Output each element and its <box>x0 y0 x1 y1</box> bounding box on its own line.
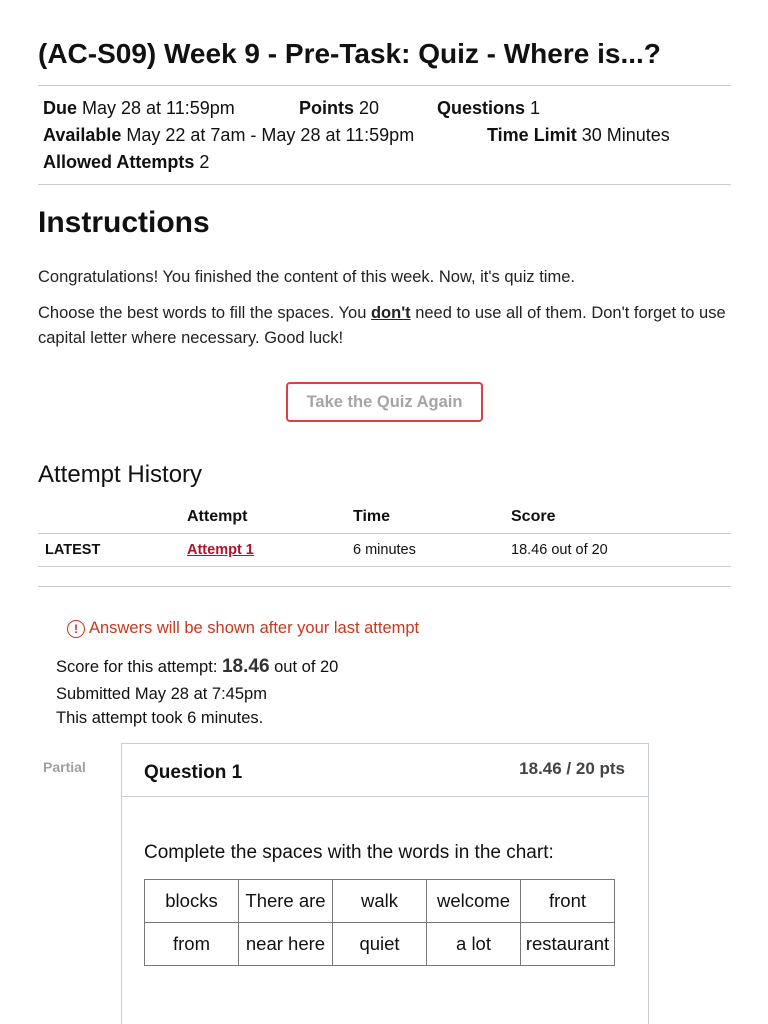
questions-meta <box>437 98 540 119</box>
notice-text: Answers will be shown after your last attempt <box>89 619 420 637</box>
table-header-row <box>38 501 731 533</box>
divider <box>38 184 731 185</box>
column-header-score: Score <box>511 501 731 533</box>
take-quiz-again-button[interactable]: Take the Quiz Again <box>286 382 483 422</box>
attempt-score <box>56 656 338 678</box>
emphasis-text: don't <box>370 304 411 322</box>
time-limit-value: 30 Minutes <box>581 125 670 145</box>
due-meta <box>43 98 235 119</box>
attempt-1-link[interactable]: Attempt 1 <box>187 541 254 558</box>
word-cell: near here <box>239 923 333 966</box>
table-row <box>38 533 731 566</box>
divider <box>38 586 731 587</box>
question-title: Question 1 <box>144 762 243 783</box>
due-label: Due <box>43 98 78 118</box>
word-row <box>145 923 615 966</box>
time-limit-meta <box>487 125 670 146</box>
word-cell: walk <box>333 880 427 923</box>
attempt-history-heading: Attempt History <box>38 461 203 488</box>
score-prefix: Score for this attempt: <box>56 658 222 676</box>
divider <box>38 85 731 86</box>
instructions-text: Choose the best words to fill the spaces. You <box>38 304 371 322</box>
instructions-line-1: Congratulations! You finished the content of this week. Now, it's quiz time. <box>38 268 575 286</box>
question-prompt: Complete the spaces with the words in the chart: <box>144 842 554 863</box>
question-header <box>122 744 648 797</box>
questions-label: Questions <box>437 98 526 118</box>
time-limit-label: Time Limit <box>487 125 577 145</box>
score-value: 18.46 <box>221 656 270 677</box>
word-cell: blocks <box>145 880 239 923</box>
attempt-cell <box>187 533 353 566</box>
word-chart <box>144 879 615 966</box>
word-row <box>145 880 615 923</box>
available-label: Available <box>43 125 122 145</box>
word-cell: from <box>145 923 239 966</box>
partial-badge: Partial <box>43 759 86 775</box>
word-cell: There are <box>239 880 333 923</box>
instructions-line-2 <box>38 301 738 351</box>
question-points: 18.46 / 20 pts <box>519 759 625 778</box>
latest-label: LATEST <box>38 533 187 566</box>
warning-circle-icon: ! <box>67 620 85 638</box>
instructions-text: need to use all of them. Don't forget to use capital letter where necessary. Good luck! <box>38 304 726 347</box>
available-meta <box>43 125 414 146</box>
questions-value: 1 <box>530 98 541 118</box>
attempts-value: 2 <box>199 152 210 172</box>
word-cell: front <box>521 880 615 923</box>
question-card <box>121 743 649 1024</box>
score-cell: 18.46 out of 20 <box>511 533 731 566</box>
column-header-attempt: Attempt <box>187 501 353 533</box>
submitted-time: Submitted May 28 at 7:45pm <box>56 685 267 703</box>
page-title: (AC-S09) Week 9 - Pre-Task: Quiz - Where is...? <box>38 38 661 69</box>
column-header <box>38 501 187 533</box>
score-suffix: out of 20 <box>269 658 339 676</box>
attempts-label: Allowed Attempts <box>43 152 195 172</box>
due-value: May 28 at 11:59pm <box>82 98 235 118</box>
available-value: May 22 at 7am - May 28 at 11:59pm <box>126 125 415 145</box>
word-cell: quiet <box>333 923 427 966</box>
word-cell: welcome <box>427 880 521 923</box>
word-cell: restaurant <box>521 923 615 966</box>
column-header-time: Time <box>353 501 511 533</box>
points-value: 20 <box>359 98 380 118</box>
points-label: Points <box>299 98 355 118</box>
instructions-heading: Instructions <box>38 206 210 239</box>
attempt-duration: This attempt took 6 minutes. <box>56 709 264 727</box>
points-meta <box>299 98 379 119</box>
time-cell: 6 minutes <box>353 533 511 566</box>
attempts-meta <box>43 152 209 173</box>
answers-notice <box>67 619 419 638</box>
word-cell: a lot <box>427 923 521 966</box>
attempt-history-table <box>38 501 731 567</box>
